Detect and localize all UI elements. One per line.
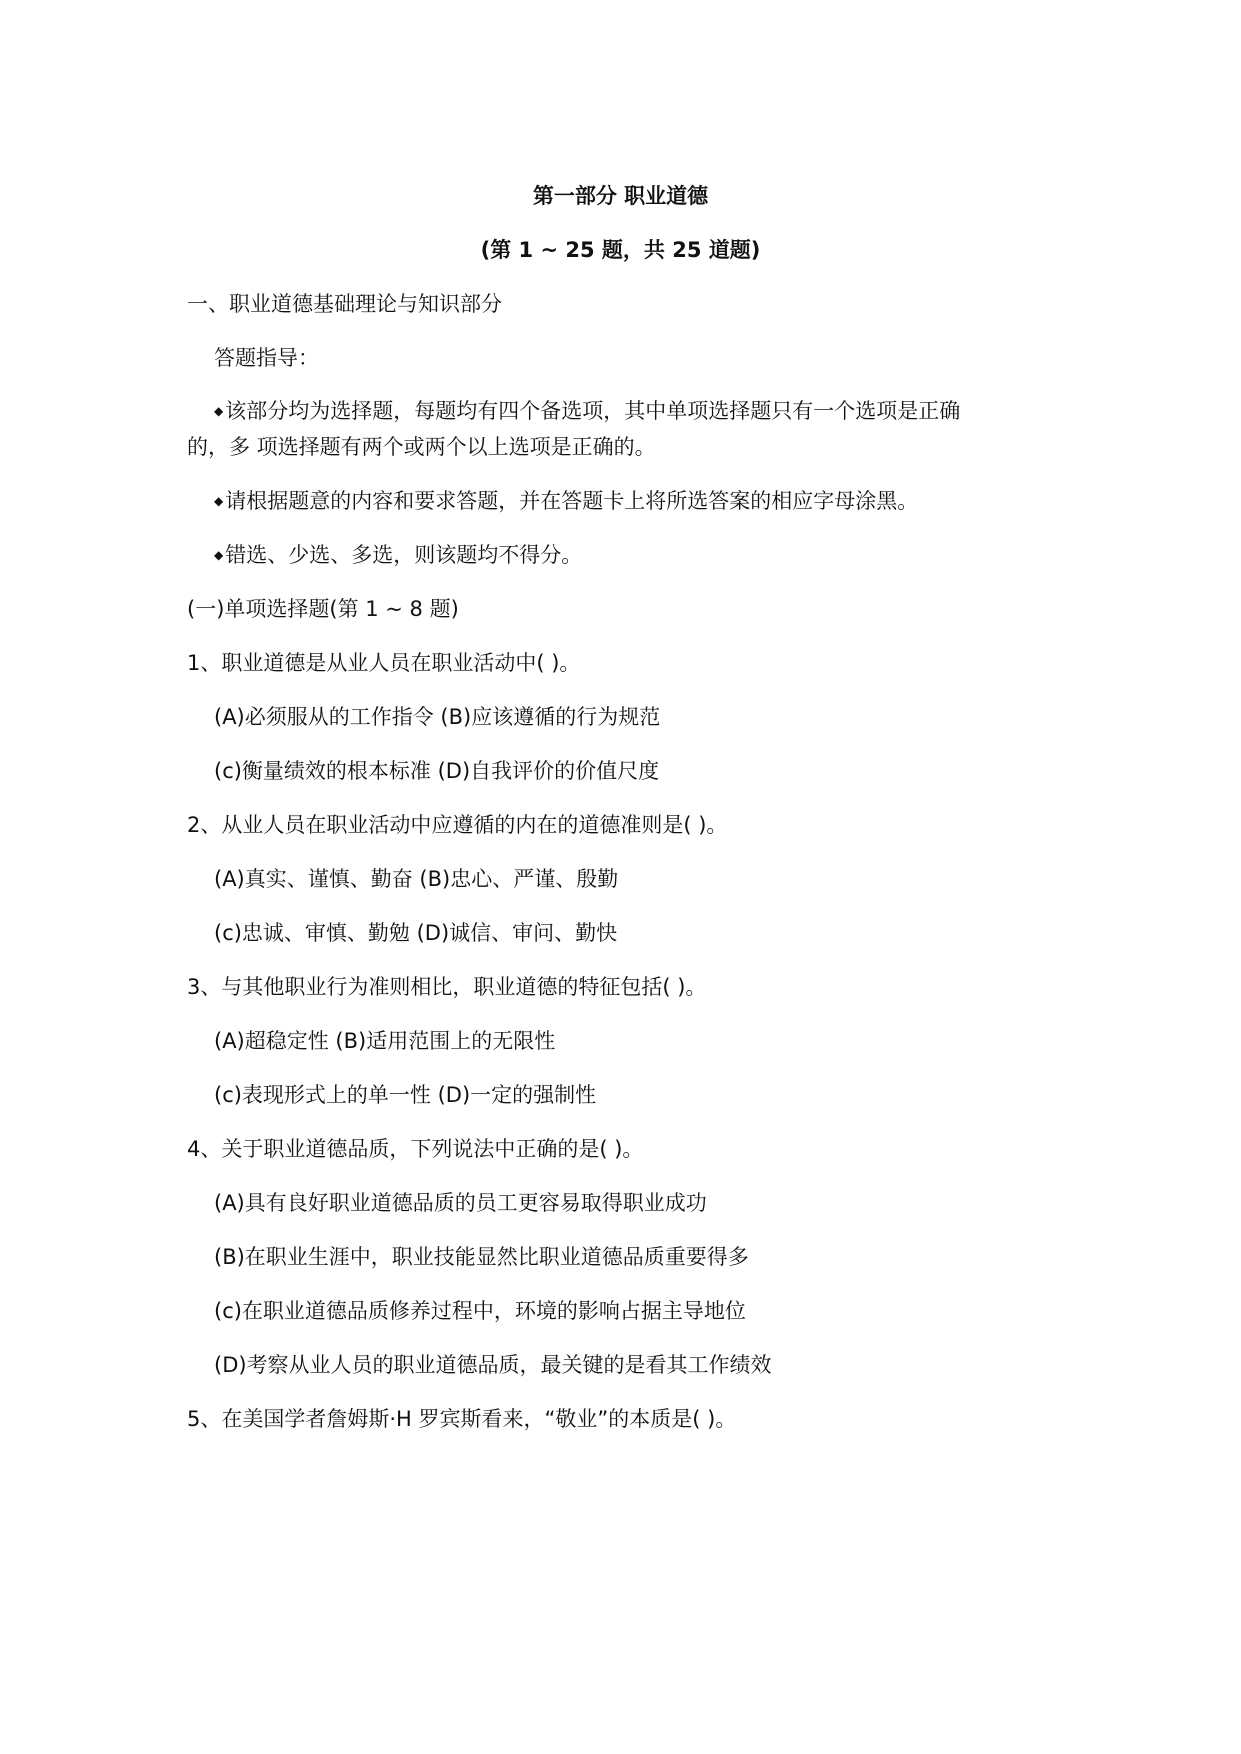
rule-2 [214,486,918,516]
rule-1-line-1 [214,396,960,426]
diamond-bullet-icon: ◆ [214,548,224,562]
rule-1-text: 该部分均为选择题，每题均有四个备选项，其中单项选择题只有一个选项是正确 [225,399,961,423]
section-heading: 一、职业道德基础理论与知识部分 [187,292,502,316]
rule-1-line-2: 的，多 项选择题有两个或两个以上选项是正确的。 [187,435,656,459]
guide-label: 答题指导： [214,346,319,370]
rule-3-text: 错选、少选、多选，则该题均不得分。 [225,543,583,567]
question-3-stem: 3、与其他职业行为准则相比，职业道德的特征包括( )。 [187,975,707,999]
question-4-option-b: (B)在职业生涯中，职业技能显然比职业道德品质重要得多 [214,1245,749,1269]
diamond-bullet-icon: ◆ [214,494,224,508]
question-4-option-c: (c)在职业道德品质修养过程中，环境的影响占据主导地位 [214,1299,746,1323]
question-1-stem: 1、职业道德是从业人员在职业活动中( )。 [187,651,581,675]
question-4-stem: 4、关于职业道德品质，下列说法中正确的是( )。 [187,1137,644,1161]
rule-2-text: 请根据题意的内容和要求答题，并在答题卡上将所选答案的相应字母涂黑。 [225,489,919,513]
question-4-option-a: (A)具有良好职业道德品质的员工更容易取得职业成功 [214,1191,707,1215]
question-4-option-d: (D)考察从业人员的职业道德品质，最关键的是看其工作绩效 [214,1353,772,1377]
question-5-stem: 5、在美国学者詹姆斯·H 罗宾斯看来，“敬业”的本质是( )。 [187,1407,737,1431]
rule-3 [214,540,582,570]
question-3-options-row-2: (c)表现形式上的单一性 (D)一定的强制性 [214,1083,597,1107]
question-2-stem: 2、从业人员在职业活动中应遵循的内在的道德准则是( )。 [187,813,728,837]
question-1-options-row-2: (c)衡量绩效的根本标准 (D)自我评价的价值尺度 [214,759,660,783]
subsection-heading: (一)单项选择题(第 1 ~ 8 题) [187,597,459,621]
question-2-options-row-2: (c)忠诚、审慎、勤勉 (D)诚信、审问、勤快 [214,921,618,945]
part-subtitle: (第 1 ~ 25 题，共 25 道题) [480,238,761,262]
question-3-options-row-1: (A)超稳定性 (B)适用范围上的无限性 [214,1029,556,1053]
question-2-options-row-1: (A)真实、谨慎、勤奋 (B)忠心、严谨、殷勤 [214,867,619,891]
part-title: 第一部分 职业道德 [532,184,709,208]
question-1-options-row-1: (A)必须服从的工作指令 (B)应该遵循的行为规范 [214,705,661,729]
diamond-bullet-icon: ◆ [214,404,224,418]
